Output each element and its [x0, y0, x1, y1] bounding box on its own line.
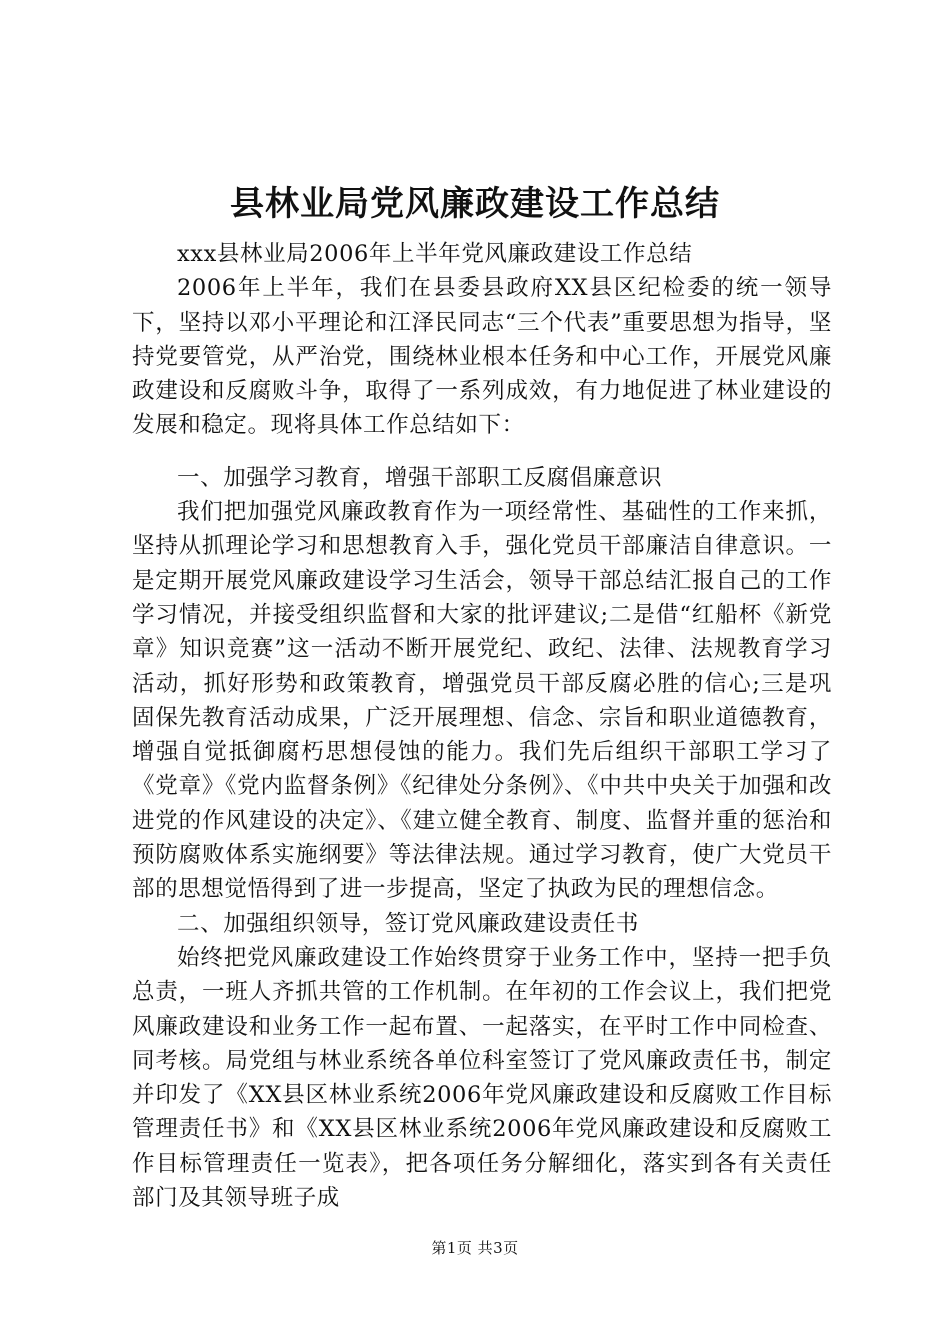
page-number-footer: 第1页 共3页: [431, 1239, 519, 1257]
section-heading-2: 二、加强组织领导，签订党风廉政建设责任书: [177, 910, 640, 937]
section-2-paragraph: 始终把党风廉政建设工作始终贯穿于业务工作中，坚持一把手负总责，一班人齐抓共管的工作机制。在年初的工作会议上，我们把党风廉政建设和业务工作一起布置、一起落实，在平时工作中同检查、同考核。局党组与林业系统各单位科室签订了党风廉政责任书，制定并印发了《XX县区林业系统2006年党风廉政建设和反腐败工作目标管理责任书》和《XX县区林业系统2006年党风廉政建设和反腐败工作目标管理责任一览表》，把各项任务分解细化，落实到各有关责任部门及其领导班子成: [132, 944, 832, 1212]
document-title: 县林业局党风廉政建设工作总结: [230, 184, 720, 224]
document-body: [132, 237, 832, 1215]
subtitle-paragraph: xxx县林业局2006年上半年党风廉政建设工作总结: [177, 241, 693, 267]
section-heading-1: 一、加强学习教育，增强干部职工反腐倡廉意识: [177, 464, 663, 491]
section-1-paragraph: 我们把加强党风廉政教育作为一项经常性、基础性的工作来抓，坚持从抓理论学习和思想教育入手，强化党员干部廉洁自律意识。一是定期开展党风廉政建设学习生活会，领导干部总结汇报自己的工作学习情况，并接受组织监督和大家的批评建议;二是借“红船杯《新党章》知识竞赛”这一活动不断开展党纪、政纪、法律、法规教育学习活动，抓好形势和政策教育，增强党员干部反腐必胜的信心;三是巩固保先教育活动成果，广泛开展理想、信念、宗旨和职业道德教育，增强自觉抵御腐朽思想侵蚀的能力。我们先后组织干部职工学习了《党章》《党内监督条例》《纪律处分条例》、《中共中央关于加强和改进党的作风建设的决定》、《建立健全教育、制度、监督并重的惩治和预防腐败体系实施纲要》等法律法规。通过学习教育，使广大党员干部的思想觉悟得到了进一步提高，坚定了执政为民的理想信念。: [132, 499, 832, 903]
intro-paragraph: 2006年上半年，我们在县委县政府XX县区纪检委的统一领导下，坚持以邓小平理论和江泽民同志“三个代表”重要思想为指导，坚持党要管党，从严治党，围绕林业根本任务和中心工作，开展党风廉政建设和反腐败斗争，取得了一系列成效，有力地促进了林业建设的发展和稳定。现将具体工作总结如下：: [132, 275, 832, 439]
